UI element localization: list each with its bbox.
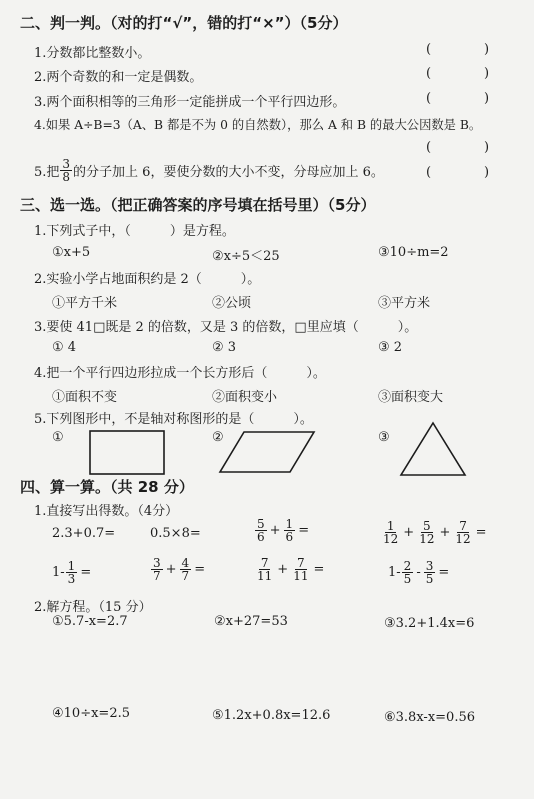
- calc-8-frac-a: [402, 560, 414, 585]
- calc-3-frac-a: [255, 518, 267, 543]
- section3-heading: 三、选一选。（把正确答案的序号填在括号里）（5分）: [20, 196, 376, 214]
- calc-4-op2: +: [439, 525, 451, 540]
- s3-q2-option-c: ③平方米: [378, 296, 431, 311]
- equation-4: ④10÷x=2.5: [52, 706, 130, 721]
- s2-q2-paren-l: (: [426, 66, 432, 81]
- calc-5-a-num: 1: [67, 559, 76, 573]
- s3-q4-option-b: ②面积变小: [212, 390, 278, 405]
- s3-q5: 5.下列图形中，不是轴对称图形的是（ ）。: [34, 412, 313, 427]
- equation-6: ⑥3.8x-x=0.56: [384, 710, 475, 725]
- calc-7-a-den: 11: [257, 569, 273, 583]
- s2-q5-paren-l: (: [426, 165, 432, 180]
- calc-3-b-den: 6: [285, 530, 294, 544]
- calc-4-b-num: 5: [423, 519, 431, 533]
- s3-q3-option-b: ② 3: [212, 340, 237, 355]
- s2-q1: 1.分数都比整数小。: [34, 46, 151, 61]
- calc-3-a-num: 5: [257, 517, 265, 531]
- section2-heading: 二、判一判。（对的打“√”，错的打“×”）（5分）: [20, 14, 348, 32]
- s3-q3-option-c: ③ 2: [378, 340, 403, 355]
- calc-8-op: -: [416, 565, 421, 580]
- calc-7-frac-b: [291, 557, 310, 582]
- s3-q2: 2.实验小学占地面积约是 2（ ）。: [34, 272, 261, 287]
- calc-7-frac-a: [255, 557, 274, 582]
- calc-4: [380, 520, 489, 545]
- calc-3-eq: =: [298, 523, 310, 538]
- s3-q4-option-c: ③面积变大: [378, 390, 444, 405]
- s2-q5-post: 的分子加上 6，要使分数的大小不变，分母应加上 6。: [73, 165, 384, 180]
- parallelogram-shape: [218, 428, 318, 478]
- calc-3: [254, 518, 311, 543]
- s3-q5-option-a: ①: [52, 430, 64, 445]
- calc-6-eq: =: [194, 562, 206, 577]
- calc-8-frac-b: [424, 560, 436, 585]
- calc-6-frac-a: [151, 557, 163, 582]
- calc-4-frac-a: [381, 520, 400, 545]
- calc-5: [52, 560, 93, 585]
- rectangle-shape: [88, 428, 168, 478]
- s2-q3-paren-r: ): [484, 91, 490, 106]
- calc-5-eq: =: [80, 565, 92, 580]
- calc-3-op: +: [269, 523, 281, 538]
- s2-q5-frac-den: 8: [62, 170, 71, 184]
- equation-1: ①5.7-x=2.7: [52, 614, 128, 629]
- calc-8-eq: =: [438, 565, 450, 580]
- calc-4-op1: +: [403, 525, 415, 540]
- calc-3-frac-b: [284, 518, 296, 543]
- s2-q2-paren-r: ): [484, 66, 490, 81]
- s3-q5-option-c: ③: [378, 430, 390, 445]
- calc-6-b-den: 7: [181, 569, 190, 583]
- calc-8-a-den: 5: [403, 572, 412, 586]
- calc-4-eq: =: [475, 525, 487, 540]
- s3-q2-option-a: ①平方千米: [52, 296, 118, 311]
- calc-8-b-den: 5: [425, 572, 434, 586]
- s3-q2-option-b: ②公顷: [212, 296, 252, 311]
- calc-7-a-num: 7: [260, 556, 269, 570]
- calc-4-a-num: 1: [386, 519, 395, 533]
- calc-6-a-den: 7: [153, 569, 161, 583]
- s3-q3: 3.要使 41□既是 2 的倍数，又是 3 的倍数，□里应填（ ）。: [34, 320, 418, 335]
- s2-q4-paren-l: (: [426, 140, 432, 155]
- calc-8-b-num: 3: [425, 559, 434, 573]
- s2-q1-paren-r: ): [484, 42, 490, 57]
- s3-q3-option-a: ① 4: [52, 340, 77, 355]
- s3-q5-option-b: ②: [212, 430, 224, 445]
- calc-7: [254, 557, 326, 582]
- triangle-shape: [398, 420, 468, 480]
- section4-heading: 四、算一算。（共 28 分）: [20, 478, 194, 496]
- calc-5-a-den: 3: [67, 572, 76, 586]
- calc-7-b-num: 7: [297, 556, 305, 570]
- calc-4-frac-b: [417, 520, 436, 545]
- calc-4-b-den: 12: [419, 532, 435, 546]
- calc-6-frac-b: [180, 557, 192, 582]
- calc-4-frac-c: [453, 520, 472, 545]
- s2-q4-paren-r: ): [484, 140, 490, 155]
- equation-2: ②x+27=53: [214, 614, 288, 629]
- calc-8-lead: 1-: [388, 565, 401, 580]
- calc-7-b-den: 11: [293, 569, 309, 583]
- s2-q1-paren-l: (: [426, 42, 432, 57]
- s3-q1-option-c: ③10÷m=2: [378, 245, 449, 260]
- s2-q5: [34, 158, 384, 183]
- calc-6-a-num: 3: [153, 556, 161, 570]
- equation-3: ③3.2+1.4x=6: [384, 616, 475, 631]
- calc-6-b-num: 4: [181, 556, 190, 570]
- s3-q4: 4.把一个平行四边形拉成一个长方形后（ ）。: [34, 366, 326, 381]
- calc-7-eq: =: [313, 562, 325, 577]
- s3-q1-option-a: ①x+5: [52, 245, 91, 260]
- s4-part2: 2.解方程。（15 分）: [34, 600, 152, 615]
- s3-q1: 1.下列式子中，（ ）是方程。: [34, 224, 235, 239]
- calc-8-a-num: 2: [403, 559, 412, 573]
- calc-3-a-den: 6: [257, 530, 265, 544]
- calc-8: [388, 560, 451, 585]
- s2-q3-paren-l: (: [426, 91, 432, 106]
- calc-7-op: +: [277, 562, 289, 577]
- s3-q1-option-b: ②x÷5＜25: [212, 249, 280, 264]
- s2-q5-fraction: [60, 158, 72, 183]
- s2-q2: 2.两个奇数的和一定是偶数。: [34, 70, 203, 85]
- calc-6-op: +: [165, 562, 177, 577]
- s2-q5-pre: 5.把: [34, 165, 60, 180]
- s2-q5-frac-num: 3: [62, 157, 71, 171]
- calc-1: 2.3+0.7=: [52, 526, 116, 541]
- s4-part1: 1.直接写出得数。（4分）: [34, 504, 179, 519]
- calc-2: 0.5×8=: [150, 526, 201, 541]
- calc-5-lead: 1-: [52, 565, 65, 580]
- calc-6: [150, 557, 207, 582]
- calc-4-c-num: 7: [459, 519, 467, 533]
- s3-q4-option-a: ①面积不变: [52, 390, 118, 405]
- s2-q3: 3.两个面积相等的三角形一定能拼成一个平行四边形。: [34, 95, 346, 110]
- calc-4-c-den: 12: [455, 532, 471, 546]
- s2-q5-paren-r: ): [484, 165, 490, 180]
- calc-3-b-num: 1: [285, 517, 294, 531]
- s2-q4: 4.如果 A÷B=3（A、B 都是不为 0 的自然数），那么 A 和 B 的最大公因数是 B。: [34, 118, 482, 132]
- calc-5-frac-a: [66, 560, 78, 585]
- calc-4-a-den: 12: [383, 532, 399, 546]
- equation-5: ⑤1.2x+0.8x=12.6: [212, 708, 331, 723]
